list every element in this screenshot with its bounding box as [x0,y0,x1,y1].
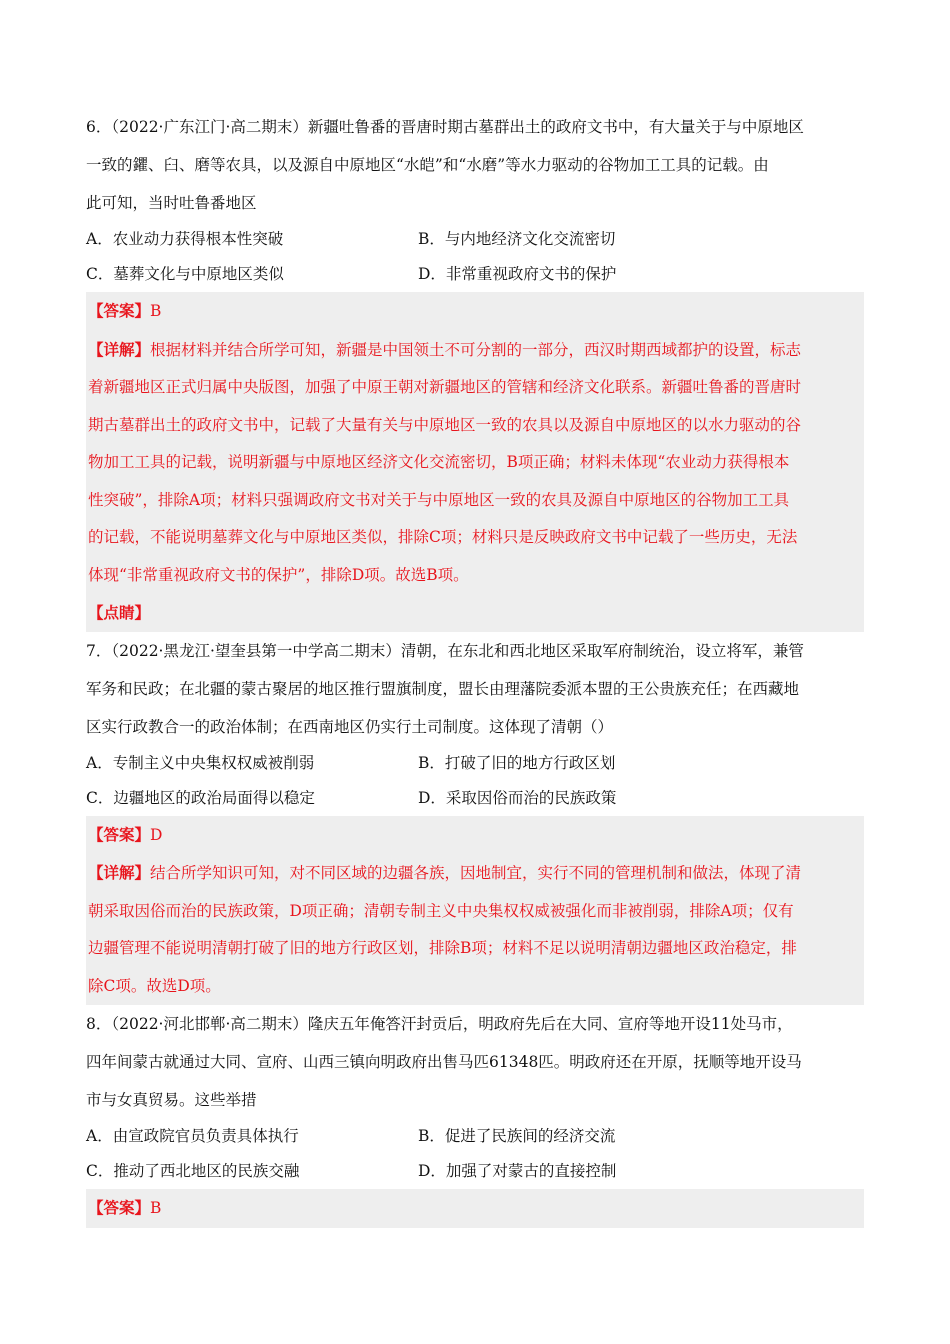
document-page [86,0,864,1228]
question-7-explain-line-2: 朝采取因俗而治的民族政策，D项正确；清朝专制主义中央集权权威被强化而非被削弱，排除A项；仅有 [88,901,794,920]
question-6-explain-line-4: 物加工工具的记载，说明新疆与中原地区经济文化交流密切，B项正确；材料未体现“农业动力获得根本 [88,453,790,471]
question-8-line-1: 8．（2022·河北邯郸·高二期末）隆庆五年俺答汗封贡后，明政府先后在大同、宣府等地开设11处马市， [86,1015,793,1033]
question-7-explain-line-4: 除C项。故选D项。 [88,976,221,995]
question-6-comment-tag: 【点睛】 [88,603,151,622]
explain-text: 结合所学知识可知，对不同区域的边疆各族，因地制宜，实行不同的管理机制和做法，体现了清 [150,864,802,882]
question-7-explain-line-3: 边疆管理不能说明清朝打破了旧的地方行政区划，排除B项；材料不足以说明清朝边疆地区政治稳定，排 [88,939,797,957]
question-8-option-d: D．加强了对蒙古的直接控制 [418,1162,617,1180]
question-7-line-1: 7．（2022·黑龙江·望奎县第一中学高二期末）清朝，在东北和西北地区采取军府制统治，设立将军，兼管 [86,641,804,660]
question-6-options-row-1 [86,222,864,257]
question-6-option-c: C．墓葬文化与中原地区类似 [86,265,284,283]
question-7-explain-line-1 [88,854,864,893]
explain-tag: 【详解】 [88,339,151,359]
question-8-line-3: 市与女真贸易。这些举措 [86,1091,257,1109]
question-6-explain-line-2: 着新疆地区正式归属中央版图，加强了中原王朝对新疆地区的管辖和经济文化联系。新疆吐鲁番的晋唐时 [88,378,802,396]
explain-text: 根据材料并结合所学可知，新疆是中国领土不可分割的一部分，西汉时期西域都护的设置，标志 [150,340,802,359]
question-8-answer [88,1189,864,1228]
question-6-line-3: 此可知，当时吐鲁番地区 [86,194,257,212]
question-6-explain-line-5: 性突破”，排除A项；材料只强调政府文书对关于与中原地区一致的农具及源自中原地区的谷物加工工具 [88,490,790,509]
question-7-line-3: 区实行政教合一的政治体制；在西南地区仍实行土司制度。这体现了清朝（） [86,717,614,736]
question-8-option-b: B．促进了民族间的经济交流 [418,1127,616,1145]
question-6-explain-line-3: 期古墓群出土的政府文书中，记载了大量有关与中原地区一致的农具以及源自中原地区的以水力驱动的谷 [88,415,802,434]
question-6-line-2: 一致的鑺、臼、磨等农具，以及源自中原地区“水皑”和“水磨”等水力驱动的谷物加工工具的记载。由 [86,156,769,174]
question-6-explain-line-7: 体现“非常重视政府文书的保护”，排除D项。故选B项。 [88,565,469,584]
question-6-answer-block [86,292,864,632]
question-6-explain-line-1 [88,331,864,370]
answer-value: B [150,1199,162,1217]
question-7-options-row-2 [86,781,864,816]
answer-value: D [150,825,163,844]
question-8-line-2: 四年间蒙古就通过大同、宣府、山西三镇向明政府出售马匹61348匹。明政府还在开原，抚顺等地开设马 [86,1053,802,1071]
question-6 [86,108,864,222]
question-7 [86,632,864,746]
question-7-answer [88,816,864,855]
question-6-options-row-2 [86,257,864,292]
question-6-option-d: D．非常重视政府文书的保护 [418,265,617,283]
question-7-line-2: 军务和民政；在北疆的蒙古聚居的地区推行盟旗制度，盟长由理藩院委派本盟的王公贵族充任；在西藏地 [86,679,800,698]
question-6-option-b: B．与内地经济文化交流密切 [418,230,616,248]
answer-tag: 【答案】 [88,1198,151,1217]
question-8 [86,1005,864,1119]
question-6-explain-line-6: 的记载，不能说明墓葬文化与中原地区类似，排除C项；材料只是反映政府文书中记载了一些历史，无法 [88,528,798,546]
question-8-options-row-1 [86,1119,864,1154]
question-7-option-a: A．专制主义中央集权权威被削弱 [86,753,315,772]
question-6-line-1: 6．（2022·广东江门·高二期末）新疆吐鲁番的晋唐时期古墓群出土的政府文书中，有大量关于与中原地区 [86,118,804,136]
question-7-options-row-1 [86,746,864,781]
question-8-options-row-2 [86,1154,864,1189]
question-7-option-b: B．打破了旧的地方行政区划 [418,753,616,772]
explain-tag: 【详解】 [88,863,151,882]
question-8-option-a: A．由宣政院官员负责具体执行 [86,1127,299,1145]
question-6-answer [88,292,864,331]
answer-tag: 【答案】 [88,301,151,320]
question-7-option-c: C．边疆地区的政治局面得以稳定 [86,788,315,807]
question-8-answer-block [86,1189,864,1228]
question-8-option-c: C．推动了西北地区的民族交融 [86,1162,300,1180]
question-6-option-a: A．农业动力获得根本性突破 [86,230,284,248]
question-7-answer-block [86,816,864,1006]
answer-value: B [150,302,162,320]
answer-tag: 【答案】 [88,824,151,844]
question-7-option-d: D．采取因俗而治的民族政策 [418,788,617,807]
